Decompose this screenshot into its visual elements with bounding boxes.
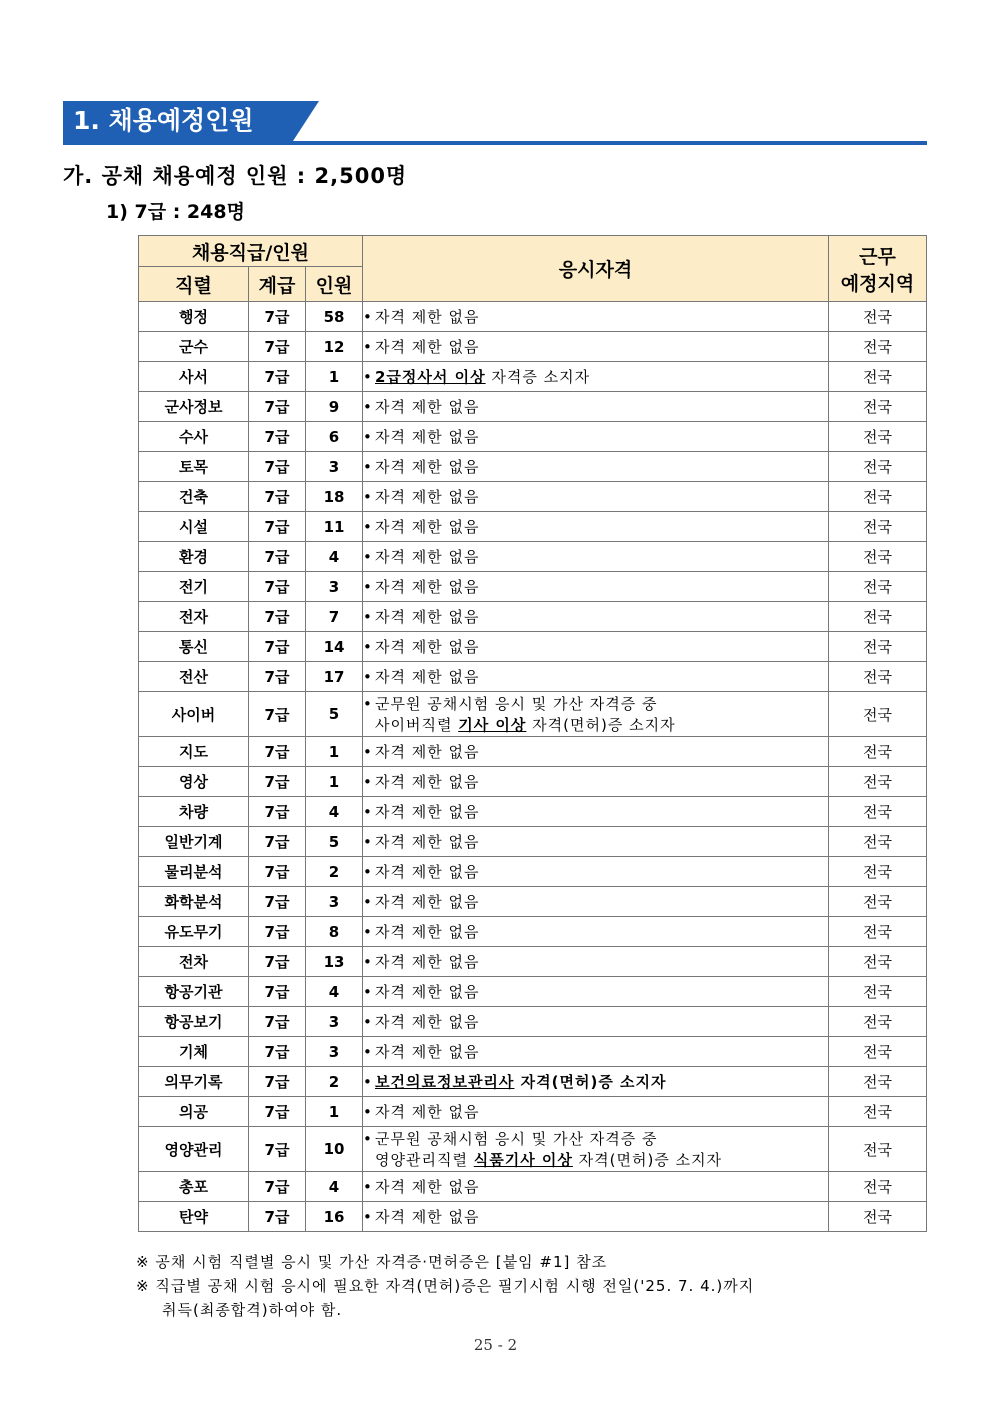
cell-count: 16 [306, 1202, 363, 1232]
cell-area: 전국 [829, 392, 927, 422]
cell-area: 전국 [829, 422, 927, 452]
cell-jikryeol: 영양관리 [139, 1127, 249, 1172]
cell-area: 전국 [829, 362, 927, 392]
cell-grade: 7급 [249, 572, 306, 602]
cell-jikryeol: 항공기관 [139, 977, 249, 1007]
bullet-icon: • [363, 743, 373, 761]
qualification-text: 자격 제한 없음 [375, 1043, 480, 1061]
cell-jikryeol: 사서 [139, 362, 249, 392]
cell-area: 전국 [829, 1037, 927, 1067]
cell-area: 전국 [829, 542, 927, 572]
cell-count: 9 [306, 392, 363, 422]
cell-count: 1 [306, 737, 363, 767]
bullet-icon: • [363, 953, 373, 971]
cell-qualification [363, 767, 829, 797]
bullet-icon: • [363, 428, 373, 446]
cell-grade: 7급 [249, 692, 306, 737]
qualification-key: 2급정사서 이상 [375, 368, 486, 386]
cell-qualification [363, 302, 829, 332]
cell-area: 전국 [829, 1172, 927, 1202]
cell-qualification [363, 1007, 829, 1037]
cell-qualification [363, 1202, 829, 1232]
table-row [139, 572, 927, 602]
qualification-text: 자격 제한 없음 [375, 1178, 480, 1196]
cell-area: 전국 [829, 602, 927, 632]
cell-qualification [363, 692, 829, 737]
cell-grade: 7급 [249, 452, 306, 482]
table-row [139, 917, 927, 947]
cell-qualification [363, 542, 829, 572]
cell-jikryeol: 일반기계 [139, 827, 249, 857]
cell-grade: 7급 [249, 332, 306, 362]
cell-grade: 7급 [249, 827, 306, 857]
table-row [139, 1037, 927, 1067]
cell-grade: 7급 [249, 1037, 306, 1067]
cell-qualification [363, 797, 829, 827]
qualification-text: 자격 제한 없음 [375, 923, 480, 941]
cell-qualification [363, 887, 829, 917]
bullet-icon: • [363, 833, 373, 851]
bullet-icon: • [363, 548, 373, 566]
cell-grade: 7급 [249, 977, 306, 1007]
table-row [139, 692, 927, 737]
bullet-icon: • [363, 803, 373, 821]
cell-jikryeol: 영상 [139, 767, 249, 797]
section-underline [63, 141, 927, 145]
table-row [139, 1097, 927, 1127]
table-row [139, 797, 927, 827]
cell-jikryeol: 유도무기 [139, 917, 249, 947]
qualification-text: 사이버직렬 [375, 716, 459, 734]
cell-area: 전국 [829, 947, 927, 977]
qualification-text: 자격 제한 없음 [375, 983, 480, 1001]
cell-count: 4 [306, 542, 363, 572]
cell-count: 3 [306, 1037, 363, 1067]
bullet-icon: • [363, 1208, 373, 1226]
cell-qualification [363, 1097, 829, 1127]
cell-count: 58 [306, 302, 363, 332]
cell-count: 2 [306, 1067, 363, 1097]
cell-grade: 7급 [249, 542, 306, 572]
cell-grade: 7급 [249, 392, 306, 422]
cell-qualification [363, 452, 829, 482]
cell-qualification [363, 572, 829, 602]
table-row [139, 977, 927, 1007]
header-qualification: 응시자격 [363, 236, 829, 302]
cell-count: 4 [306, 1172, 363, 1202]
cell-qualification [363, 857, 829, 887]
cell-qualification [363, 662, 829, 692]
qualification-text: 자격 제한 없음 [375, 953, 480, 971]
qualification-text: 자격 제한 없음 [375, 1013, 480, 1031]
qualification-key: 기사 이상 [458, 716, 527, 734]
bullet-icon: • [363, 1103, 373, 1121]
header-jikryeol: 직렬 [139, 267, 249, 302]
qualification-text: 자격 제한 없음 [375, 578, 480, 596]
cell-jikryeol: 사이버 [139, 692, 249, 737]
cell-area: 전국 [829, 1127, 927, 1172]
cell-count: 17 [306, 662, 363, 692]
cell-count: 6 [306, 422, 363, 452]
qualification-line2 [363, 1149, 828, 1170]
bullet-icon: • [363, 923, 373, 941]
cell-count: 11 [306, 512, 363, 542]
cell-qualification [363, 362, 829, 392]
cell-jikryeol: 전기 [139, 572, 249, 602]
cell-jikryeol: 통신 [139, 632, 249, 662]
bullet-icon: • [363, 308, 373, 326]
table-row [139, 302, 927, 332]
cell-jikryeol: 의무기록 [139, 1067, 249, 1097]
table-row [139, 602, 927, 632]
cell-count: 2 [306, 857, 363, 887]
header-count: 인원 [306, 267, 363, 302]
cell-area: 전국 [829, 1067, 927, 1097]
note-1: ※ 공채 시험 직렬별 응시 및 가산 자격증·면허증은 [붙임 #1] 참조 [136, 1253, 608, 1271]
bullet-icon: • [363, 488, 373, 506]
table-row [139, 1007, 927, 1037]
cell-grade: 7급 [249, 917, 306, 947]
qualification-text: 자격 제한 없음 [375, 488, 480, 506]
section-title: 1. 채용예정인원 [63, 101, 293, 141]
qualification-text: 자격(면허)증 소지자 [514, 1073, 667, 1091]
table-row [139, 332, 927, 362]
note-2-continued: 취득(최종합격)하여야 함. [162, 1301, 343, 1319]
header-grade: 계급 [249, 267, 306, 302]
qualification-line1: 군무원 공채시험 응시 및 가산 자격증 중 [375, 1130, 658, 1148]
cell-count: 1 [306, 362, 363, 392]
table-row [139, 632, 927, 662]
table-row [139, 422, 927, 452]
qualification-text: 자격(면허)증 소지자 [572, 1151, 723, 1169]
table-row [139, 1067, 927, 1097]
bullet-icon: • [363, 1073, 373, 1091]
bullet-icon: • [363, 578, 373, 596]
cell-area: 전국 [829, 662, 927, 692]
cell-grade: 7급 [249, 1097, 306, 1127]
qualification-text: 자격 제한 없음 [375, 803, 480, 821]
cell-area: 전국 [829, 857, 927, 887]
bullet-icon: • [363, 518, 373, 536]
table-row [139, 1127, 927, 1172]
header-area [829, 236, 927, 302]
cell-jikryeol: 전자 [139, 602, 249, 632]
cell-count: 4 [306, 797, 363, 827]
qualification-key: 보건의료정보관리사 [375, 1073, 515, 1091]
qualification-text: 자격 제한 없음 [375, 1103, 480, 1121]
cell-jikryeol: 군사정보 [139, 392, 249, 422]
cell-qualification [363, 947, 829, 977]
cell-area: 전국 [829, 737, 927, 767]
qualification-text: 자격 제한 없음 [375, 608, 480, 626]
qualification-text: 자격증 소지자 [485, 368, 591, 386]
table-row [139, 947, 927, 977]
table-row [139, 362, 927, 392]
qualification-text: 자격 제한 없음 [375, 338, 480, 356]
qualification-text: 자격 제한 없음 [375, 863, 480, 881]
cell-jikryeol: 화학분석 [139, 887, 249, 917]
cell-count: 12 [306, 332, 363, 362]
cell-grade: 7급 [249, 857, 306, 887]
cell-jikryeol: 시설 [139, 512, 249, 542]
cell-qualification [363, 1067, 829, 1097]
cell-count: 14 [306, 632, 363, 662]
cell-qualification [363, 512, 829, 542]
cell-area: 전국 [829, 797, 927, 827]
qualification-text: 자격 제한 없음 [375, 893, 480, 911]
section-header [63, 101, 927, 145]
cell-count: 8 [306, 917, 363, 947]
cell-jikryeol: 차량 [139, 797, 249, 827]
cell-area: 전국 [829, 767, 927, 797]
cell-qualification [363, 737, 829, 767]
cell-grade: 7급 [249, 362, 306, 392]
cell-grade: 7급 [249, 737, 306, 767]
cell-count: 4 [306, 977, 363, 1007]
bullet-icon: • [363, 983, 373, 1001]
cell-count: 7 [306, 602, 363, 632]
notes [136, 1250, 754, 1322]
table-row [139, 662, 927, 692]
recruitment-table [138, 235, 927, 1232]
cell-jikryeol: 군수 [139, 332, 249, 362]
cell-qualification [363, 977, 829, 1007]
cell-area: 전국 [829, 482, 927, 512]
cell-area: 전국 [829, 692, 927, 737]
qualification-text: 자격(면허)증 소지자 [526, 716, 676, 734]
qualification-text: 자격 제한 없음 [375, 833, 480, 851]
cell-area: 전국 [829, 887, 927, 917]
cell-jikryeol: 토목 [139, 452, 249, 482]
qualification-text: 자격 제한 없음 [375, 428, 480, 446]
cell-grade: 7급 [249, 767, 306, 797]
cell-count: 13 [306, 947, 363, 977]
cell-qualification [363, 1127, 829, 1172]
bullet-icon: • [363, 773, 373, 791]
header-area-line1: 근무 [859, 245, 896, 268]
qualification-text: 자격 제한 없음 [375, 668, 480, 686]
bullet-icon: • [363, 458, 373, 476]
cell-count: 5 [306, 827, 363, 857]
section-tab-slant [293, 101, 319, 141]
bullet-icon: • [363, 1130, 373, 1148]
cell-grade: 7급 [249, 1007, 306, 1037]
cell-area: 전국 [829, 512, 927, 542]
cell-area: 전국 [829, 332, 927, 362]
table-row [139, 452, 927, 482]
cell-qualification [363, 602, 829, 632]
cell-count: 3 [306, 1007, 363, 1037]
heading-grade7: 1) 7급 : 248명 [106, 201, 245, 223]
qualification-text: 자격 제한 없음 [375, 308, 480, 326]
bullet-icon: • [363, 863, 373, 881]
page-number: 25 - 2 [473, 1336, 518, 1354]
bullet-icon: • [363, 608, 373, 626]
bullet-icon: • [363, 893, 373, 911]
table-row [139, 857, 927, 887]
heading-total-recruitment: 가. 공채 채용예정 인원 : 2,500명 [63, 164, 408, 188]
cell-jikryeol: 기체 [139, 1037, 249, 1067]
qualification-text: 자격 제한 없음 [375, 398, 480, 416]
qualification-text: 자격 제한 없음 [375, 743, 480, 761]
table-row [139, 392, 927, 422]
qualification-text: 자격 제한 없음 [375, 1208, 480, 1226]
cell-jikryeol: 지도 [139, 737, 249, 767]
cell-area: 전국 [829, 572, 927, 602]
table-row [139, 1172, 927, 1202]
cell-jikryeol: 전차 [139, 947, 249, 977]
cell-count: 5 [306, 692, 363, 737]
cell-grade: 7급 [249, 947, 306, 977]
cell-count: 3 [306, 887, 363, 917]
cell-jikryeol: 건축 [139, 482, 249, 512]
cell-count: 10 [306, 1127, 363, 1172]
cell-grade: 7급 [249, 482, 306, 512]
table-row [139, 737, 927, 767]
qualification-text: 영양관리직렬 [375, 1151, 474, 1169]
qualification-text: 자격 제한 없음 [375, 638, 480, 656]
cell-jikryeol: 전산 [139, 662, 249, 692]
bullet-icon: • [363, 368, 373, 386]
cell-area: 전국 [829, 827, 927, 857]
cell-jikryeol: 의공 [139, 1097, 249, 1127]
header-area-line2: 예정지역 [840, 272, 915, 295]
cell-qualification [363, 1037, 829, 1067]
qualification-text: 자격 제한 없음 [375, 773, 480, 791]
qualification-text: 자격 제한 없음 [375, 548, 480, 566]
qualification-key: 식품기사 이상 [473, 1151, 573, 1169]
note-2: ※ 직급별 공채 시험 응시에 필요한 자격(면허)증은 필기시험 시행 전일('25. 7. 4.)까지 [136, 1277, 755, 1295]
cell-area: 전국 [829, 1202, 927, 1232]
header-group: 채용직급/인원 [139, 236, 363, 267]
bullet-icon: • [363, 398, 373, 416]
bullet-icon: • [363, 638, 373, 656]
cell-count: 1 [306, 1097, 363, 1127]
cell-jikryeol: 수사 [139, 422, 249, 452]
table-row [139, 767, 927, 797]
qualification-text: 자격 제한 없음 [375, 458, 480, 476]
cell-area: 전국 [829, 632, 927, 662]
cell-area: 전국 [829, 917, 927, 947]
bullet-icon: • [363, 1178, 373, 1196]
table-row [139, 542, 927, 572]
table-row [139, 1202, 927, 1232]
cell-count: 3 [306, 452, 363, 482]
cell-qualification [363, 917, 829, 947]
bullet-icon: • [363, 1043, 373, 1061]
table-header-row [139, 236, 927, 267]
cell-qualification [363, 1172, 829, 1202]
cell-qualification [363, 482, 829, 512]
cell-jikryeol: 물리분석 [139, 857, 249, 887]
cell-grade: 7급 [249, 662, 306, 692]
qualification-line1: 군무원 공채시험 응시 및 가산 자격증 중 [375, 695, 658, 713]
table-row [139, 887, 927, 917]
cell-grade: 7급 [249, 422, 306, 452]
cell-grade: 7급 [249, 1202, 306, 1232]
cell-jikryeol: 총포 [139, 1172, 249, 1202]
cell-area: 전국 [829, 302, 927, 332]
cell-jikryeol: 환경 [139, 542, 249, 572]
cell-area: 전국 [829, 1097, 927, 1127]
cell-jikryeol: 항공보기 [139, 1007, 249, 1037]
cell-count: 3 [306, 572, 363, 602]
cell-qualification [363, 827, 829, 857]
cell-area: 전국 [829, 977, 927, 1007]
cell-qualification [363, 332, 829, 362]
cell-qualification [363, 632, 829, 662]
cell-grade: 7급 [249, 887, 306, 917]
table-row [139, 482, 927, 512]
cell-grade: 7급 [249, 512, 306, 542]
bullet-icon: • [363, 695, 373, 713]
cell-area: 전국 [829, 1007, 927, 1037]
cell-jikryeol: 탄약 [139, 1202, 249, 1232]
cell-count: 1 [306, 767, 363, 797]
cell-grade: 7급 [249, 797, 306, 827]
cell-grade: 7급 [249, 1067, 306, 1097]
bullet-icon: • [363, 1013, 373, 1031]
table-row [139, 827, 927, 857]
cell-qualification [363, 392, 829, 422]
cell-jikryeol: 행정 [139, 302, 249, 332]
cell-count: 18 [306, 482, 363, 512]
cell-area: 전국 [829, 452, 927, 482]
cell-grade: 7급 [249, 1172, 306, 1202]
bullet-icon: • [363, 668, 373, 686]
bullet-icon: • [363, 338, 373, 356]
qualification-text: 자격 제한 없음 [375, 518, 480, 536]
cell-grade: 7급 [249, 1127, 306, 1172]
cell-grade: 7급 [249, 632, 306, 662]
cell-qualification [363, 422, 829, 452]
table-row [139, 512, 927, 542]
cell-grade: 7급 [249, 602, 306, 632]
qualification-line2 [363, 714, 828, 735]
cell-grade: 7급 [249, 302, 306, 332]
